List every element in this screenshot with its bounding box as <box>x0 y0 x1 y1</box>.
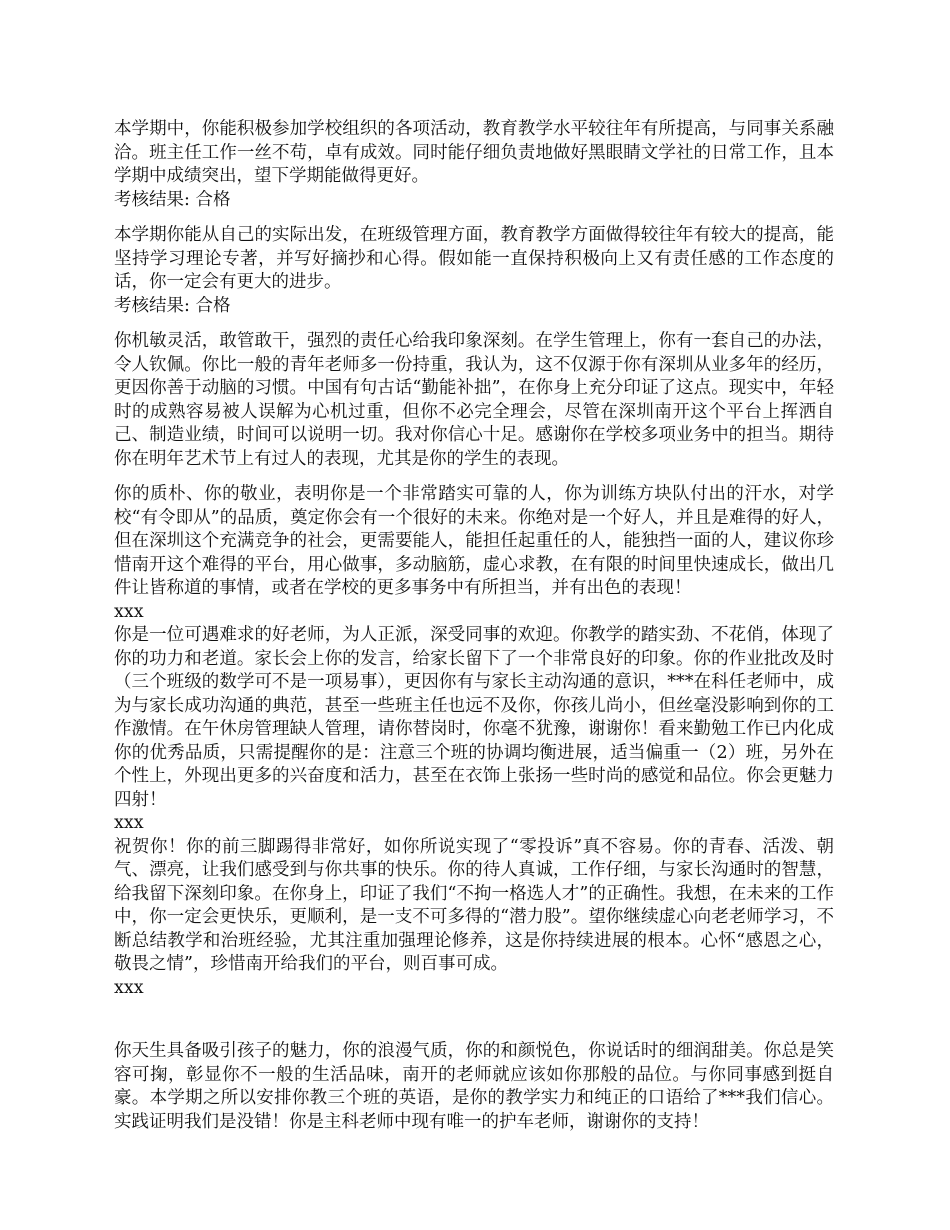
signature-3: xxx <box>114 977 144 998</box>
evaluation-paragraph-5: 你是一位可遇难求的好老师，为人正派，深受同事的欢迎。你教学的踏实劲、不花俏，体现了你的功力和老道。家长会上你的发言，给家长留下了一个非常良好的印象。你的作业批改及时（三个班级的数学可不是一项易事），更因你有与家长主动沟通的意识，***在科任老师中，成为与家长成功沟通的典范，甚至一些班主任也远不及你，你孩儿尚小，但丝毫没影响到你的工作激情。在午休房管理缺人管理，请你替岗时，你毫不犹豫，谢谢你！看来勤勉工作已内化成你的优秀品质，只需提醒你的是：注意三个班的协调均衡进展，适当偏重一（2）班，另外在个性上，外现出更多的兴奋度和活力，甚至在衣饰上张扬一些时尚的感觉和品位。你会更魅力四射！ <box>114 625 834 810</box>
evaluation-paragraph-6: 祝贺你！你的前三脚踢得非常好，如你所说实现了“零投诉”真不容易。你的青春、活泼、朝气、漂亮，让我们感受到与你共事的快乐。你的待人真诚，工作仔细，与家长沟通时的智慧，给我留下深刻印象。在你身上，印证了我们“不拘一格选人才”的正确性。我想，在未来的工作中，你一定会更快乐，更顺利，是一支不可多得的“潜力股”。望你继续虚心向老老师学习，不断总结教学和治班经验，尤其注重加强理论修养，这是你持续进展的根本。心怀“感恩之心，敬畏之情”，珍惜南开给我们的平台，则百事可成。 <box>114 836 834 974</box>
evaluation-paragraph-3: 你机敏灵活，敢管敢干，强烈的责任心给我印象深刻。在学生管理上，你有一套自己的办法，令人钦佩。你比一般的青年老师多一份持重，我认为，这不仅源于你有深圳从业多年的经历，更因你善于动脑的习惯。中国有句古话“勤能补拙”，在你身上充分印证了这点。现实中，年轻时的成熟容易被人误解为心机过重，但你不必完全理会，尽管在深圳南开这个平台上挥洒自己、制造业绩，时间可以说明一切。我对你信心十足。感谢你在学校多项业务中的担当。期待你在明年艺术节上有过人的表现，尤其是你的学生的表现。 <box>114 331 834 469</box>
signature-1: xxx <box>114 601 144 622</box>
assessment-result-1: 考核结果: 合格 <box>114 189 231 210</box>
assessment-result-2: 考核结果: 合格 <box>114 295 231 316</box>
evaluation-paragraph-7: 你天生具备吸引孩子的魅力，你的浪漫气质，你的和颜悦色，你说话时的细润甜美。你总是笑容可掬，彰显你不一般的生活品味，南开的老师就应该如你那般的品位。与你同事感到挺自豪。本学期之所以安排你教三个班的英语，是你的教学实力和纯正的口语给了***我们信心。实践证明我们是没错！你是主科老师中现有唯一的护车老师，谢谢你的支持！ <box>114 1041 834 1132</box>
evaluation-paragraph-1: 本学期中，你能积极参加学校组织的各项活动，教育教学水平较往年有所提高，与同事关系融洽。班主任工作一丝不苟，卓有成效。同时能仔细负责地做好黑眼睛文学社的日常工作，且本学期中成绩突出，望下学期能做得更好。 <box>114 119 834 186</box>
signature-2: xxx <box>114 813 144 833</box>
evaluation-paragraph-2: 本学期你能从自己的实际出发，在班级管理方面，教育教学方面做得较往年有较大的提高，能坚持学习理论专著，并写好摘抄和心得。假如能一直保持积极向上又有责任感的工作态度的话，你一定会有更大的进步。 <box>114 225 834 292</box>
evaluation-paragraph-4: 你的质朴、你的敬业，表明你是一个非常踏实可靠的人，你为训练方块队付出的汗水，对学校“有令即从”的品质，奠定你会有一个很好的未来。你绝对是一个好人，并且是难得的好人，但在深圳这个充满竞争的社会，更需要能人，能担任起重任的人，能独挡一面的人，建议你珍惜南开这个难得的平台，用心做事，多动脑筋，虚心求教，在有限的时间里快速成长，做出几件让皆称道的事情，或者在学校的更多事务中有所担当，并有出色的表现！ <box>114 484 834 598</box>
document-body <box>114 118 834 1134</box>
